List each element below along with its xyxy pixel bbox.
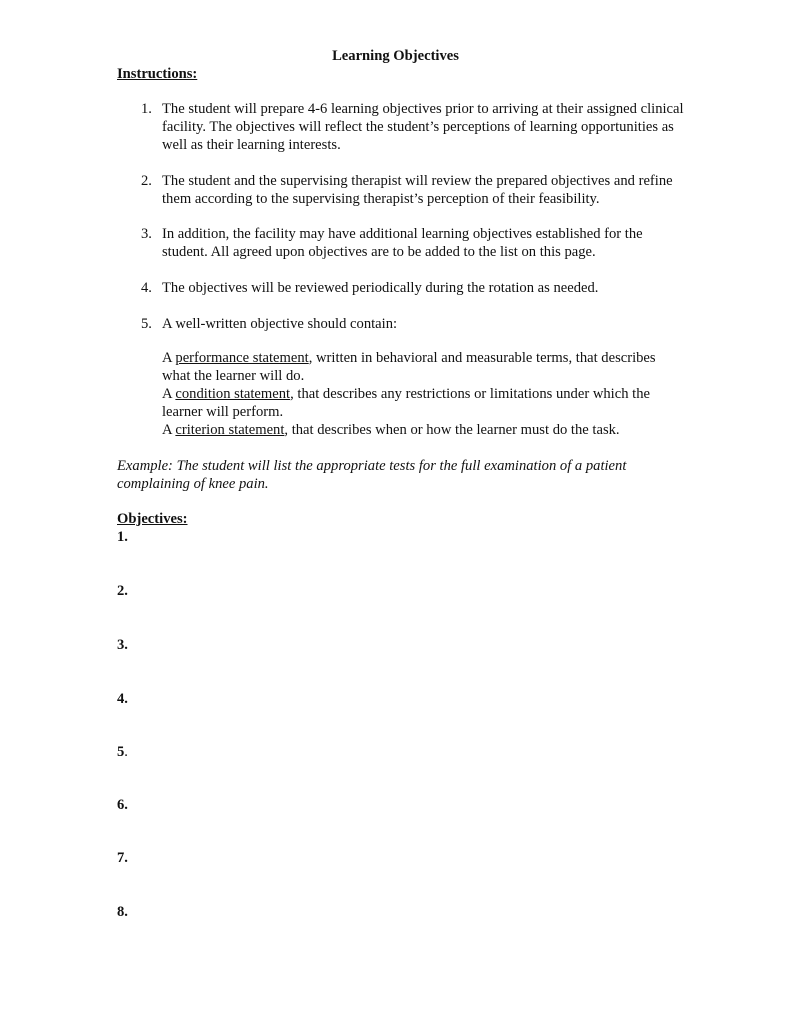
- instructions-heading: Instructions:: [117, 66, 198, 82]
- objective-components: [162, 349, 682, 439]
- instruction-number: 3.: [141, 226, 152, 242]
- objective-number-5-dot: .: [124, 744, 128, 760]
- page-title: Learning Objectives: [332, 48, 459, 64]
- instruction-item-1: [141, 100, 686, 154]
- example-text: Example: The student will list the appropriate tests for the full examination of a patient complaining of knee pain.: [117, 458, 627, 492]
- instruction-number: 2.: [141, 173, 152, 189]
- component-prefix: A: [162, 350, 176, 366]
- objective-number-7: 7.: [117, 850, 128, 866]
- instruction-item-3: [141, 225, 686, 261]
- instruction-number: 5.: [141, 316, 152, 332]
- objectives-heading: Objectives:: [117, 511, 188, 527]
- component-performance: [162, 349, 682, 385]
- instruction-item-5: [141, 315, 686, 333]
- instruction-text: In addition, the facility may have additional learning objectives established for the student. All agreed upon objectives are to be added to the list on this page.: [162, 226, 643, 260]
- component-description: , that describes any restrictions or limitations under which the learner will perform.: [162, 386, 650, 420]
- component-criterion: [162, 421, 682, 439]
- component-prefix: A: [162, 386, 176, 402]
- objective-number-6: 6.: [117, 797, 128, 813]
- instruction-number: 4.: [141, 280, 152, 296]
- instruction-text: A well-written objective should contain:: [162, 316, 398, 332]
- instruction-text: The student will prepare 4-6 learning objectives prior to arriving at their assigned clinical facility. The objectives will reflect the student’s perceptions of learning opportunities as well as their learning interests.: [162, 101, 684, 153]
- component-term: performance statement: [175, 350, 309, 366]
- component-description: , written in behavioral and measurable terms, that describes what the learner will do.: [162, 350, 656, 384]
- instruction-text: The student and the supervising therapist will review the prepared objectives and refine them according to the supervising therapist’s perception of their feasibility.: [162, 173, 673, 207]
- component-term: criterion statement: [175, 422, 285, 438]
- component-description: , that describes when or how the learner must do the task.: [284, 422, 620, 438]
- objective-number-8: 8.: [117, 904, 128, 920]
- component-condition: [162, 385, 682, 421]
- instruction-item-4: [141, 279, 686, 297]
- objective-number-3: 3.: [117, 637, 128, 653]
- instruction-text: The objectives will be reviewed periodically during the rotation as needed.: [162, 280, 599, 296]
- component-term: condition statement: [175, 386, 291, 402]
- objective-number-5-digit: 5: [117, 744, 125, 760]
- instruction-item-2: [141, 172, 686, 208]
- component-prefix: A: [162, 422, 176, 438]
- objective-number-2: 2.: [117, 583, 128, 599]
- objective-number-1: 1.: [117, 529, 128, 545]
- instruction-number: 1.: [141, 101, 152, 117]
- objective-number-5: [117, 743, 128, 761]
- objective-number-4: 4.: [117, 691, 128, 707]
